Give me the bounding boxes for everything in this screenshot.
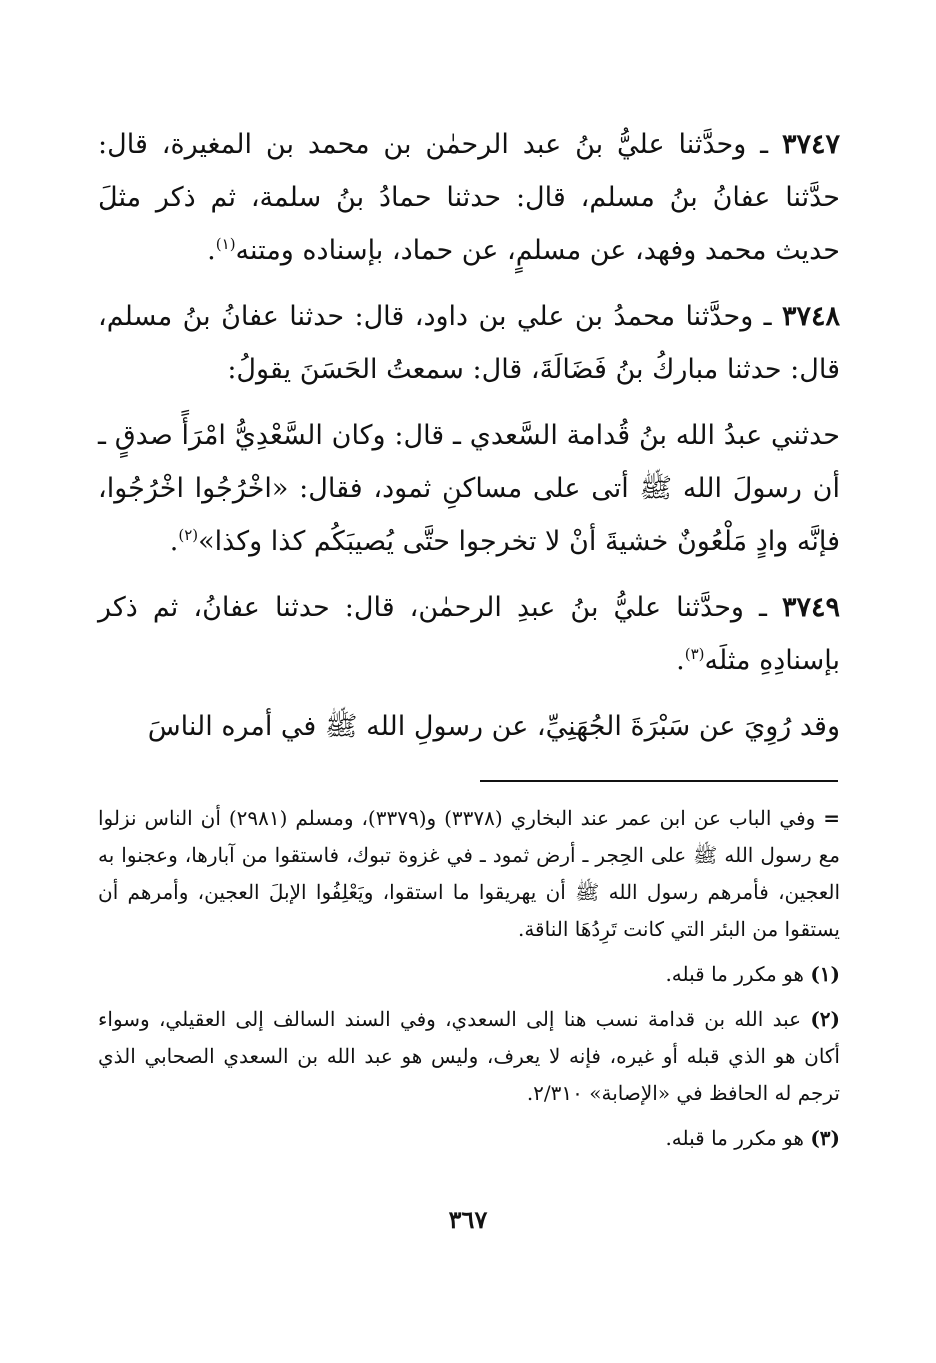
hadith-text: ـ وحدَّثنا عليُّ بنُ عبد الرحمٰن بن محمد بن المغيرة، قال: حدَّثنا عفانُ بنُ مسلم، قال: حدثنا حمادُ بنُ سلمة، ثم ذكر مثلَ حديث محمد وفهد، عن مسلمٍ، عن حماد، بإسناده ومتنه bbox=[98, 129, 840, 266]
footnote bbox=[98, 956, 840, 993]
footnote-ref[interactable]: (٣) bbox=[684, 645, 705, 663]
footnote-divider bbox=[480, 780, 838, 782]
footnote bbox=[98, 1001, 840, 1112]
footnote-text: هو مكرر ما قبله. bbox=[665, 962, 804, 986]
hadith-paragraph bbox=[98, 290, 840, 396]
footnote-marker: = bbox=[823, 806, 841, 830]
hadith-text: ـ وحدَّثنا محمدُ بن علي بن داود، قال: حدثنا عفانُ بنُ مسلم، قال: حدثنا مباركُ بنُ فَضَالَةَ، قال: سمعتُ الحَسَنَ يقولُ: bbox=[98, 301, 840, 385]
hadith-number: ٣٧٤٧ bbox=[781, 129, 840, 160]
hadith-text: وقد رُوِيَ عن سَبْرَةَ الجُهَنِيِّ، عن رسولِ الله ﷺ في أمره الناسَ bbox=[147, 711, 840, 742]
footnotes bbox=[98, 800, 840, 1165]
footnote-ref[interactable]: (١) bbox=[215, 235, 236, 253]
footnote-marker: (٢) bbox=[810, 1007, 840, 1031]
sentence-end: . bbox=[676, 645, 685, 676]
hadith-number: ٣٧٤٩ bbox=[781, 592, 840, 623]
hadith-text: حدثني عبدُ الله بنُ قُدامة السَّعدي ـ قال: وكان السَّعْدِيُّ امْرَأً صدقٍ ـ أن رسولَ الله ﷺ أتى على مساكنِ ثمود، فقال: «اخْرُجُوا اخْرُجُوا، فإنَّه وادٍ مَلْعُونٌ خشيةَ أنْ لا تخرجوا حتَّى يُصيبَكُم كذا وكذا» bbox=[98, 420, 840, 557]
footnote bbox=[98, 1120, 840, 1157]
hadith-paragraph bbox=[98, 409, 840, 568]
hadith-paragraph bbox=[98, 581, 840, 687]
hadith-paragraph bbox=[98, 700, 840, 753]
footnote-ref[interactable]: (٢) bbox=[178, 526, 199, 544]
hadith-text: ـ وحدَّثنا عليُّ بنُ عبدِ الرحمٰن، قال: حدثنا عفانُ، ثم ذكر بإسنادِهِ مثلَه bbox=[98, 592, 840, 676]
footnote-text: هو مكرر ما قبله. bbox=[665, 1126, 804, 1150]
sentence-end: . bbox=[169, 526, 179, 557]
hadith-paragraph bbox=[98, 118, 840, 277]
page-number: ٣٦٧ bbox=[448, 1205, 488, 1234]
footnote bbox=[98, 800, 840, 948]
footnote-text: عبد الله بن قدامة نسب هنا إلى السعدي، وفي السند السالف إلى العقيلي، وسواء أكان هو الذي قبله أو غيره، فإنه لا يعرف، وليس هو عبد الله بن السعدي الصحابي الذي ترجم له الحافظ في «الإصابة» ٢/٣١٠. bbox=[98, 1007, 840, 1105]
footnote-text: وفي الباب عن ابن عمر عند البخاري (٣٣٧٨) و(٣٣٧٩)، ومسلم (٢٩٨١) أن الناس نزلوا مع رسول الله ﷺ على الحِجر ـ أرض ثمود ـ في غزوة تبوك، فاستقوا من آبارها، وعجنوا به العجين، فأمرهم رسول الله ﷺ أن يهريقوا ما استقوا، ويَعْلِفُوا الإبلَ العجين، وأمرهم أن يستقوا من البئر التي كانت تَرِدُهَا الناقة. bbox=[98, 806, 840, 941]
sentence-end: . bbox=[207, 235, 216, 266]
hadith-number: ٣٧٤٨ bbox=[781, 301, 840, 332]
main-text bbox=[98, 118, 840, 753]
footnote-marker: (٣) bbox=[810, 1126, 840, 1150]
footnote-marker: (١) bbox=[810, 962, 840, 986]
